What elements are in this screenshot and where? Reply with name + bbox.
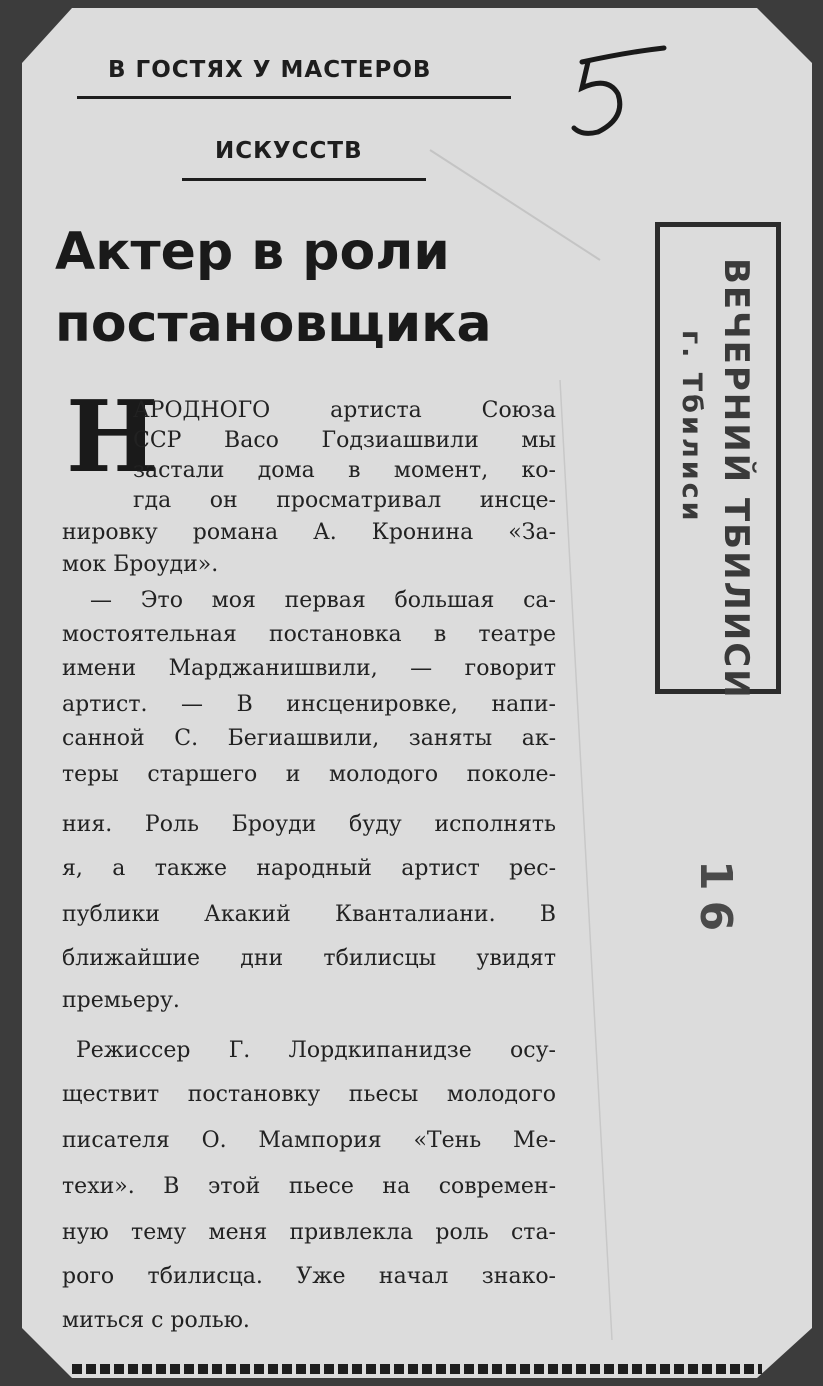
headline-line-2: постановщика bbox=[55, 294, 492, 354]
article-line: ния. Роль Броуди буду исполнять bbox=[62, 812, 556, 837]
article-line: нировку романа А. Кронина «За- bbox=[62, 520, 556, 545]
article-line: артист. — В инсценировке, напи- bbox=[62, 692, 556, 717]
article-line: — Это моя первая большая са- bbox=[90, 588, 556, 613]
article-line: ССР Васо Годзиашвили мы bbox=[133, 428, 556, 453]
article-line: ществит постановку пьесы молодого bbox=[62, 1082, 556, 1107]
article-line: писателя О. Мампория «Тень Ме- bbox=[62, 1128, 556, 1153]
date-stamp: 16 bbox=[690, 860, 741, 942]
article-line: теры старшего и молодого поколе- bbox=[62, 762, 556, 787]
rubric-line-2: ИСКУССТВ bbox=[215, 138, 363, 164]
article-line: мок Броуди». bbox=[62, 552, 219, 577]
article-line: я, а также народный артист рес- bbox=[62, 856, 556, 881]
article-line: рого тбилисца. Уже начал знако- bbox=[62, 1264, 556, 1289]
article-line: ную тему меня привлекла роль ста- bbox=[62, 1220, 556, 1245]
article-line: санной С. Бегиашвили, заняты ак- bbox=[62, 726, 556, 751]
article-line: ближайшие дни тбилисцы увидят bbox=[62, 946, 556, 971]
article-line: миться с ролью. bbox=[62, 1308, 250, 1333]
handwritten-number bbox=[568, 22, 668, 142]
article-line: застали дома в момент, ко- bbox=[133, 458, 556, 483]
stamp-city: г. Тбилиси bbox=[676, 330, 707, 524]
article-line: Режиссер Г. Лордкипанидзе осу- bbox=[76, 1038, 556, 1063]
rubric-line-1: В ГОСТЯХ У МАСТЕРОВ bbox=[108, 57, 432, 83]
article-line: мостоятельная постановка в театре bbox=[62, 622, 556, 647]
drop-cap: Н bbox=[66, 380, 159, 495]
decorative-border bbox=[72, 1364, 762, 1374]
stamp-newspaper-name: ВЕЧЕРНИЙ ТБИЛИСИ bbox=[716, 258, 756, 700]
headline bbox=[55, 216, 575, 360]
headline-line-1: Актер в роли bbox=[55, 222, 450, 282]
article-line: имени Марджанишвили, — говорит bbox=[62, 656, 556, 681]
article-line: публики Акакий Кванталиани. В bbox=[62, 902, 556, 927]
rubric-underline-2 bbox=[182, 178, 426, 181]
article-line: премьеру. bbox=[62, 988, 180, 1013]
article-line: гда он просматривал инсце- bbox=[133, 488, 556, 513]
article-line: АРОДНОГО артиста Союза bbox=[133, 398, 556, 423]
article-line: техи». В этой пьесе на современ- bbox=[62, 1174, 556, 1199]
rubric-underline-1 bbox=[77, 96, 511, 99]
